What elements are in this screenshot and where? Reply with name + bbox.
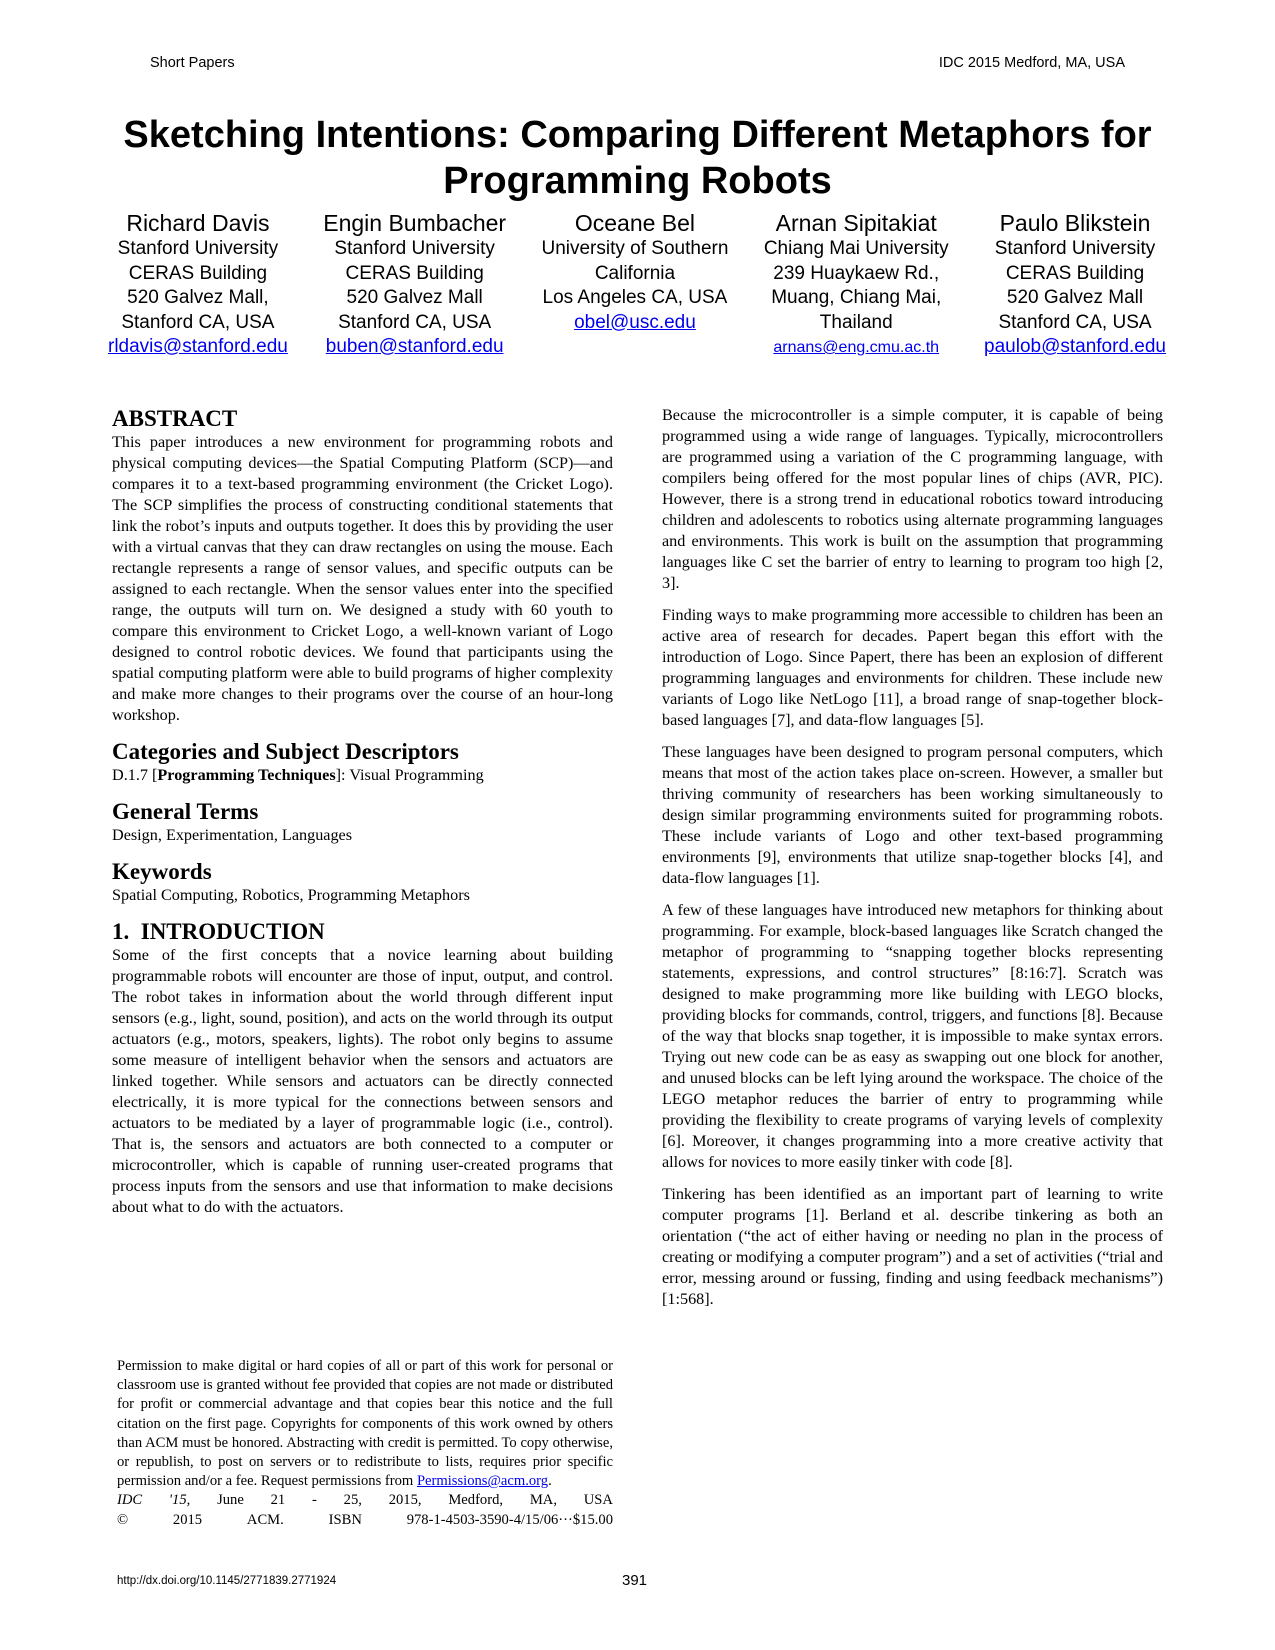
author-email-link[interactable]: rldavis@stanford.edu (108, 336, 288, 357)
author-block (108, 209, 1166, 361)
author-affiliation: Stanford University (334, 238, 495, 259)
isbn-value: 978-1-4503-3590-4/15/06···$15.00 (406, 1511, 613, 1528)
keywords-heading: Keywords (112, 859, 212, 884)
body-paragraph: Tinkering has been identified as an important part of learning to write computer programs [1]. Berland et al. describe tinkering as both an orientation (“the act of either having or needing no plan in the process of creating or modifying a computer program”) and a set of activities (“trial and error, messing around or fussing, finding and using feedback mechanisms”) [1:568]. (662, 1185, 1163, 1308)
author-address: CERAS Building (345, 262, 484, 284)
author-affiliation: Stanford University (994, 238, 1156, 259)
author-email-link[interactable]: obel@usc.edu (574, 311, 696, 333)
copyright-symbol: © (117, 1511, 129, 1528)
conference-line (117, 1491, 613, 1510)
category-name: Programming Techniques (157, 766, 336, 784)
page-number: 391 (622, 1572, 648, 1589)
copyright-token: ISBN (328, 1511, 362, 1528)
conf-token: USA (583, 1492, 613, 1509)
keywords-text: Spatial Computing, Robotics, Programming Metaphors (112, 886, 470, 904)
general-terms-heading: General Terms (112, 799, 259, 824)
author-address: Stanford CA, USA (998, 311, 1152, 333)
left-column (112, 405, 613, 1230)
conf-token: - (312, 1492, 317, 1509)
author-name: Arnan Sipitakiat (775, 210, 937, 236)
introduction-text: Some of the first concepts that a novice learning about building programmable robots will encounter are those of input, output, and control. The robot takes in information about the world through different input sensors (e.g., light, sound, position), and acts on the world through its output actuators (e.g., motors, speakers, lights). The robot only begins to assume some measure of intelligent behavior when the sensors and actuators are linked together. While sensors and actuators can be directly connected electrically, it is more typical for the connections between sensors and actuators to be mediated by a layer of programmable logic (i.e., control). That is, the sensors and actuators are both connected to a computer or microcontroller, which is capable of running user-created programs that process inputs from the sensors and use that information to make decisions about what to do with the actuators. (112, 946, 613, 1216)
author-address: 520 Galvez Mall, (127, 287, 269, 308)
author-address: CERAS Building (128, 262, 268, 284)
categories-text (112, 765, 613, 786)
paper-title (0, 112, 1275, 204)
author-arnan-sipitakiat (764, 209, 949, 361)
general-terms-text: Design, Experimentation, Languages (112, 826, 353, 844)
author-address: 520 Galvez Mall (1006, 287, 1144, 308)
author-name: Oceane Bel (574, 210, 696, 236)
author-oceane-bel (541, 209, 728, 361)
conf-token: June (217, 1492, 244, 1509)
running-head-right: IDC 2015 Medford, MA, USA (938, 55, 1125, 71)
categories-heading: Categories and Subject Descriptors (112, 739, 459, 764)
author-address: Los Angeles CA, USA (542, 287, 728, 308)
keywords-section (112, 858, 613, 906)
categories-section (112, 738, 613, 786)
author-name: Paulo Blikstein (999, 210, 1151, 236)
body-paragraph: Finding ways to make programming more accessible to children has been an active area of research for decades. Papert began this effort with the introduction of Logo. Since Papert, there has been an explosion of different programming languages and environments for children. These include new variants of Logo like NetLogo [11], a broad range of snap-together block-based languages [7], and data-flow languages [5]. (662, 606, 1163, 729)
copyright-token: 2015 (172, 1511, 203, 1528)
permission-notice (117, 1357, 613, 1530)
author-address: 239 Huaykaew Rd., (773, 262, 940, 284)
author-address: Thailand (819, 311, 893, 333)
body-paragraph: These languages have been designed to program personal computers, which means that most of the action takes place on-screen. However, a smaller but thriving community of researchers has been working simultaneously to design similar programming environments suited for programming robots. These include variants of Logo and other text-based programming environments [9], environments that utilize snap-together blocks [4], and data-flow languages [1]. (662, 743, 1163, 887)
author-address: CERAS Building (1005, 262, 1145, 284)
author-affiliation: Chiang Mai University (763, 238, 949, 259)
permission-period: . (548, 1473, 552, 1490)
author-address: Muang, Chiang Mai, (771, 287, 942, 308)
author-address: Stanford CA, USA (121, 311, 275, 333)
title-line-1: Sketching Intentions: Comparing Different Metaphors for (123, 114, 1152, 156)
author-address: Stanford CA, USA (338, 311, 492, 333)
author-richard-davis (108, 209, 288, 361)
author-address: 520 Galvez Mall (346, 287, 483, 308)
introduction-section (112, 918, 613, 1218)
copyright-token: ACM. (246, 1511, 284, 1528)
permission-text: Permission to make digital or hard copies of all or part of this work for personal or classroom use is granted without fee provided that copies are not made or distributed for profit or commercial advantage and that copies bear this notice and the full citation on the first page. Copyrights for components of this work owned by others than ACM must be honored. Abstracting with credit is permitted. To copy otherwise, or republish, to post on servers or to redistribute to lists, requires prior specific permission and/or a fee. Request permissions from (117, 1358, 613, 1490)
conf-token: Medford, (448, 1492, 504, 1509)
author-name: Engin Bumbacher (323, 210, 507, 236)
right-column (662, 405, 1163, 1321)
category-subject: ]: Visual Programming (335, 766, 484, 784)
doi-link[interactable]: http://dx.doi.org/10.1145/2771839.2771924 (117, 1575, 337, 1587)
author-email-link[interactable]: paulob@stanford.edu (984, 336, 1166, 357)
author-paulo-blikstein (984, 209, 1166, 361)
body-paragraph: Because the microcontroller is a simple computer, it is capable of being programmed using a wide range of languages. Typically, microcontrollers are programmed using a variation of the C programming language, with compilers being offered for the most popular lines of chips (AVR, PIC). However, there is a strong trend in educational robotics toward introducing children and adolescents to robotics using alternate programming languages and environments. This work is built on the assumption that programming languages like C set the barrier of entry to learning to program too high [2, 3]. (662, 406, 1163, 592)
conf-token: IDC (117, 1492, 143, 1509)
abstract-section (112, 405, 613, 726)
general-terms-section (112, 798, 613, 846)
author-name: Richard Davis (126, 210, 270, 236)
conf-token: 21 (270, 1492, 286, 1509)
author-affiliation: Stanford University (117, 238, 279, 259)
category-code: D.1.7 [ (112, 766, 158, 784)
conf-token: 25, (343, 1492, 362, 1509)
permissions-email-link[interactable]: Permissions@acm.org (416, 1473, 549, 1490)
conf-token: '15, (168, 1492, 191, 1509)
author-engin-bumbacher (323, 209, 506, 361)
author-email-link[interactable]: buben@stanford.edu (325, 336, 504, 357)
author-affiliation: University of Southern (541, 238, 729, 259)
author-address: California (594, 262, 676, 284)
author-email-link[interactable]: arnans@eng.cmu.ac.th (773, 339, 940, 356)
conf-token: 2015, (388, 1492, 422, 1509)
conf-token: MA, (529, 1492, 557, 1509)
body-paragraph: A few of these languages have introduced new metaphors for thinking about programming. For example, block-based languages like Scratch changed the metaphor of programming to “snapping together blocks representing statements, expressions, and control structures” [8:16:7]. Scratch was designed to make programming more like building with LEGO blocks, providing blocks for commands, control, triggers, and functions [8]. Because of the way that blocks snap together, it is impossible to make syntax errors. Trying out new code can be as easy as swapping out one block for another, and unused blocks can be left lying around the workspace. The choice of the LEGO metaphor reduces the barrier of entry to programming while providing the flexibility to create programs of varying levels of complexity [6]. Moreover, it changes programming into a more creative activity that allows for novices to more easily tinker with code [8]. (662, 901, 1163, 1171)
abstract-heading: ABSTRACT (112, 406, 238, 431)
introduction-heading: 1. INTRODUCTION (112, 919, 325, 944)
running-head-left: Short Papers (150, 55, 235, 71)
copyright-line (117, 1511, 613, 1530)
title-line-2: Programming Robots (443, 160, 832, 202)
abstract-text: This paper introduces a new environment for programming robots and physical computing devices—the Spatial Computing Platform (SCP)—and compares it to a text-based programming environment (the Cricket Logo). The SCP simplifies the process of constructing conditional statements that link the robot’s inputs and outputs together. It does this by providing the user with a virtual canvas that they can draw rectangles on using the mouse. Each rectangle represents a range of sensor values, and specific outputs can be assigned to each rectangle. When the sensor values enter into the specified range, the outputs will turn on. We designed a study with 60 youth to compare this environment to Cricket Logo, a well-known variant of Logo designed to control robotic devices. We found that participants using the spatial computing platform were able to build programs of higher complexity and make more changes to their programs over the course of an hour-long workshop. (112, 433, 613, 724)
